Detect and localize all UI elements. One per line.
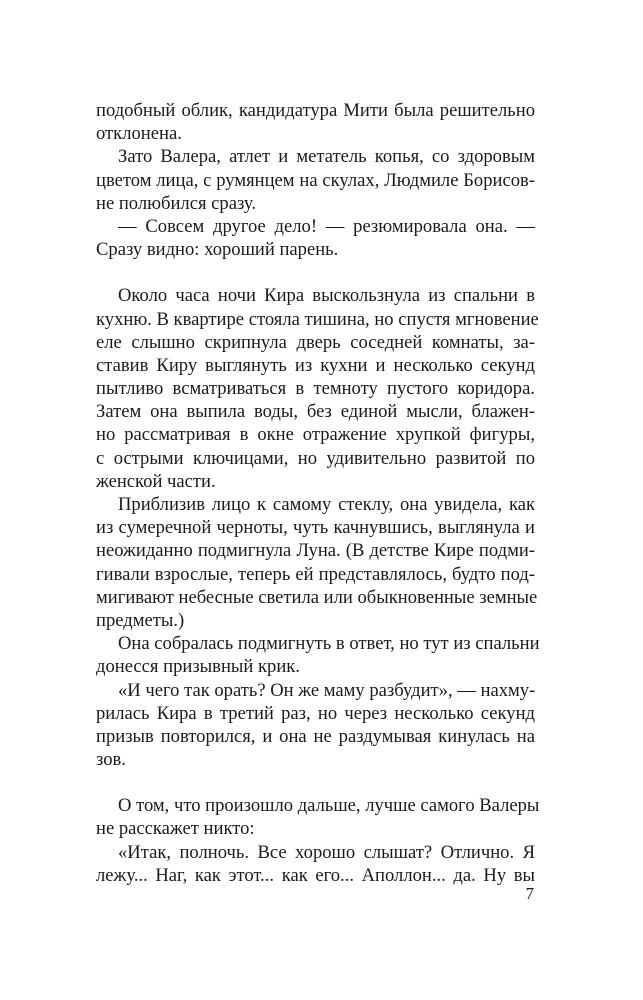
text-line: отклонена. [96,123,182,145]
text-line: зов. [96,749,126,771]
text-line: Около часа ночи Кира выскользнула из спальни в [118,285,535,307]
text-line: — Совсем другое дело! — резюмировала она. — [118,215,535,237]
text-line: еле слышно скрипнула дверь соседней комнаты, за- [96,331,535,353]
text-line: Зато Валера, атлет и метатель копья, со здоровым [118,146,535,168]
text-line: неожиданно подмигнула Луна. (В детстве Кире подми- [96,540,535,562]
text-line: женской части. [96,470,216,492]
text-line: лежу... Наг, как этот... как его... Аполлон... да. Ну вы [96,864,535,886]
text-line: О том, что произошло дальше, лучше самого Валеры [118,795,540,817]
text-line: мигивают небесные светила или обыкновенные земные [96,586,538,608]
text-line: гивали взрослые, теперь ей представлялось, будто под- [96,563,535,585]
text-line: но рассматривая в окне отражение хрупкой фигуры, [96,424,535,446]
text-line: «И чего так орать? Он же маму разбудит», — нахму- [118,679,536,701]
section-break [96,771,535,794]
text-line: Приблизив лицо к самому стеклу, она увидела, как [118,494,535,515]
text-line: не полюбился сразу. [96,192,257,214]
text-line: «Итак, полночь. Все хорошо слышат? Отлично. Я [118,841,535,863]
text-line: цветом лица, с румянцем на скулах, Людмиле Борисов- [96,169,535,191]
text-line: рилась Кира в третий раз, но через несколько секунд [96,702,535,724]
text-line: призыв повторился, и она не раздумывая кинулась на [96,725,535,747]
text-line: кухню. В квартире стояла тишина, но спустя мгновение [96,308,539,330]
text-line: ставив Киру выглянуть из кухни и несколько секунд [96,354,535,376]
text-line: не расскажет никто: [96,818,255,840]
text-line: донесся призывный крик. [96,656,300,678]
page-number: 7 [525,884,534,903]
text-line: предметы.) [96,609,185,631]
section-break [96,261,535,284]
page-text [96,99,540,887]
text-line: подобный облик, кандидатура Мити была решительно [96,100,535,121]
text-line: Сразу видно: хороший парень. [96,239,339,261]
text-line: из сумеречной черноты, чуть качнувшись, выглянула и [96,517,535,539]
text-line: Затем она выпила воды, без единой мысли, блажен- [96,401,535,423]
text-line: пытливо всматриваться в темноту пустого коридора. [96,378,535,400]
text-line: с острыми ключицами, но удивительно развитой по [96,447,535,469]
text-line: Она собралась подмигнуть в ответ, но тут из спальни [118,633,540,655]
